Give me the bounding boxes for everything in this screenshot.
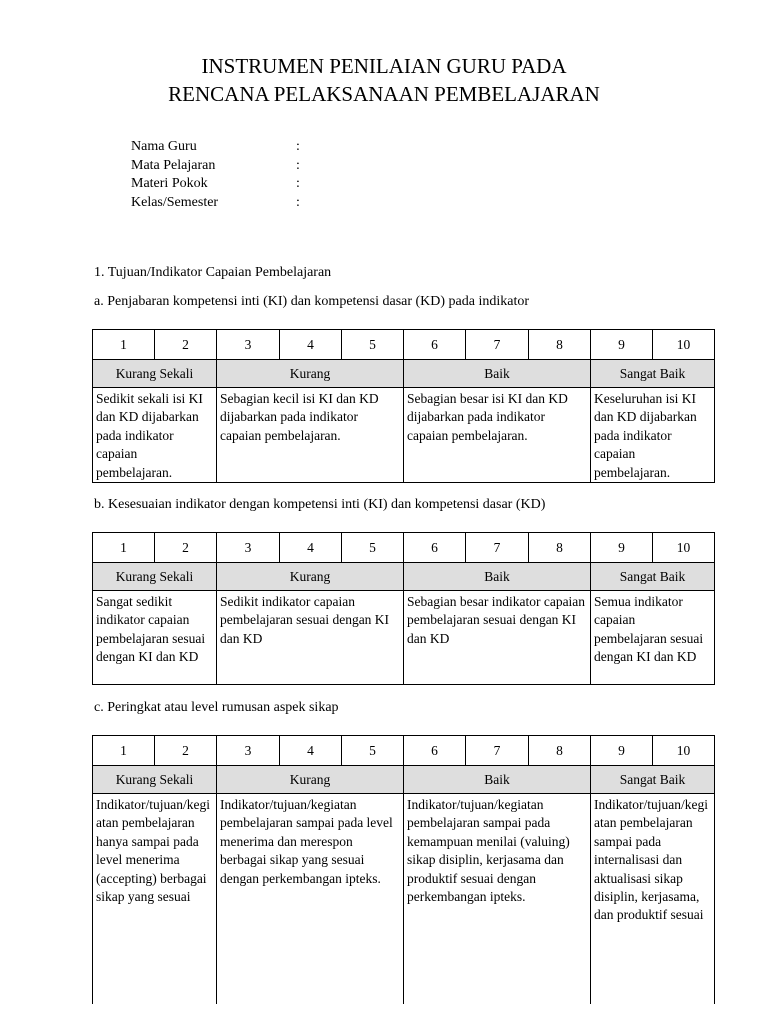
description-baik: Sebagian besar isi KI dan KD dijabarkan pada indikator capaian pembelajaran. xyxy=(404,388,591,483)
field-colon: : xyxy=(296,194,300,210)
rubric-table-a xyxy=(92,329,715,483)
description-row xyxy=(93,591,715,685)
description-baik: Indikator/tujuan/kegiatan pembelajaran sampai pada kemampuan menilai (valuing) sikap disiplin, kerjasama dan produktif sesuai dengan perkembangan ipteks. xyxy=(404,794,591,1004)
category-row xyxy=(93,563,715,591)
description-row xyxy=(93,388,715,483)
score-cell: 7 xyxy=(466,736,529,766)
score-cell: 3 xyxy=(217,330,280,360)
score-cell: 1 xyxy=(93,736,155,766)
category-kurang-sekali: Kurang Sekali xyxy=(93,766,217,794)
score-cell: 2 xyxy=(155,736,217,766)
score-cell: 6 xyxy=(404,533,466,563)
description-kurang-sekali: Sedikit sekali isi KI dan KD dijabarkan pada indikator capaian pembelajaran. xyxy=(93,388,217,483)
score-cell: 8 xyxy=(529,533,591,563)
field-colon: : xyxy=(296,139,300,154)
rubric-table-b xyxy=(92,532,715,685)
category-sangat-baik: Sangat Baik xyxy=(591,563,715,591)
category-row xyxy=(93,766,715,794)
score-row xyxy=(93,330,715,360)
description-kurang: Sebagian kecil isi KI dan KD dijabarkan pada indikator capaian pembelajaran. xyxy=(217,388,404,483)
score-cell: 9 xyxy=(591,533,653,563)
score-cell: 9 xyxy=(591,330,653,360)
field-label: Materi Pokok xyxy=(131,176,208,191)
document-title-line-2: RENCANA PELAKSANAAN PEMBELAJARAN xyxy=(168,82,600,106)
score-cell: 7 xyxy=(466,533,529,563)
category-sangat-baik: Sangat Baik xyxy=(591,766,715,794)
category-kurang: Kurang xyxy=(217,563,404,591)
field-label: Nama Guru xyxy=(131,139,197,154)
score-cell: 6 xyxy=(404,330,466,360)
category-row xyxy=(93,360,715,388)
section-heading: 1. Tujuan/Indikator Capaian Pembelajaran xyxy=(94,265,332,280)
category-kurang-sekali: Kurang Sekali xyxy=(93,360,217,388)
field-label: Kelas/Semester xyxy=(131,194,219,210)
score-cell: 1 xyxy=(93,533,155,563)
description-kurang-sekali: Sangat sedikit indikator capaian pembelajaran sesuai dengan KI dan KD xyxy=(93,591,217,685)
score-row xyxy=(93,736,715,766)
score-cell: 6 xyxy=(404,736,466,766)
description-row xyxy=(93,794,715,1004)
score-cell: 2 xyxy=(155,330,217,360)
description-sangat-baik: Semua indikator capaian pembelajaran sesuai dengan KI dan KD xyxy=(591,591,715,685)
score-cell: 9 xyxy=(591,736,653,766)
score-cell: 2 xyxy=(155,533,217,563)
score-cell: 5 xyxy=(342,330,404,360)
description-sangat-baik: Keseluruhan isi KI dan KD dijabarkan pada indikator capaian pembelajaran. xyxy=(591,388,715,483)
score-cell: 3 xyxy=(217,736,280,766)
score-cell: 4 xyxy=(280,330,342,360)
field-colon: : xyxy=(296,157,300,173)
item-a-label: a. Penjabaran kompetensi inti (KI) dan kompetensi dasar (KD) pada indikator xyxy=(94,294,530,309)
score-cell: 1 xyxy=(93,330,155,360)
rubric-table-c xyxy=(92,735,715,1004)
description-baik: Sebagian besar indikator capaian pembelajaran sesuai dengan KI dan KD xyxy=(404,591,591,685)
item-b-label: b. Kesesuaian indikator dengan kompetensi inti (KI) dan kompetensi dasar (KD) xyxy=(94,497,546,512)
score-cell: 7 xyxy=(466,330,529,360)
score-cell: 4 xyxy=(280,736,342,766)
description-kurang: Indikator/tujuan/kegiatan pembelajaran sampai pada level menerima dan merespon berbagai sikap yang sesuai dengan perkembangan ipteks. xyxy=(217,794,404,1004)
category-kurang: Kurang xyxy=(217,360,404,388)
score-cell: 10 xyxy=(653,330,715,360)
score-cell: 4 xyxy=(280,533,342,563)
category-kurang: Kurang xyxy=(217,766,404,794)
category-sangat-baik: Sangat Baik xyxy=(591,360,715,388)
category-baik: Baik xyxy=(404,766,591,794)
score-cell: 5 xyxy=(342,533,404,563)
score-cell: 10 xyxy=(653,533,715,563)
score-cell: 10 xyxy=(653,736,715,766)
item-c-label: c. Peringkat atau level rumusan aspek sikap xyxy=(94,700,339,715)
score-cell: 5 xyxy=(342,736,404,766)
description-sangat-baik: Indikator/tujuan/kegiatan pembelajaran sampai pada internalisasi dan aktualisasi sikap disiplin, kerjasama, dan produktif sesuai xyxy=(591,794,715,1004)
score-cell: 8 xyxy=(529,330,591,360)
category-kurang-sekali: Kurang Sekali xyxy=(93,563,217,591)
field-colon: : xyxy=(296,176,300,191)
category-baik: Baik xyxy=(404,360,591,388)
document-title-line-1: INSTRUMEN PENILAIAN GURU PADA xyxy=(201,54,567,78)
description-kurang: Sedikit indikator capaian pembelajaran sesuai dengan KI dan KD xyxy=(217,591,404,685)
score-cell: 8 xyxy=(529,736,591,766)
category-baik: Baik xyxy=(404,563,591,591)
score-cell: 3 xyxy=(217,533,280,563)
field-label: Mata Pelajaran xyxy=(131,157,216,173)
score-row xyxy=(93,533,715,563)
description-kurang-sekali: Indikator/tujuan/kegiatan pembelajaran hanya sampai pada level menerima (accepting) berbagai sikap yang sesuai xyxy=(93,794,217,1004)
